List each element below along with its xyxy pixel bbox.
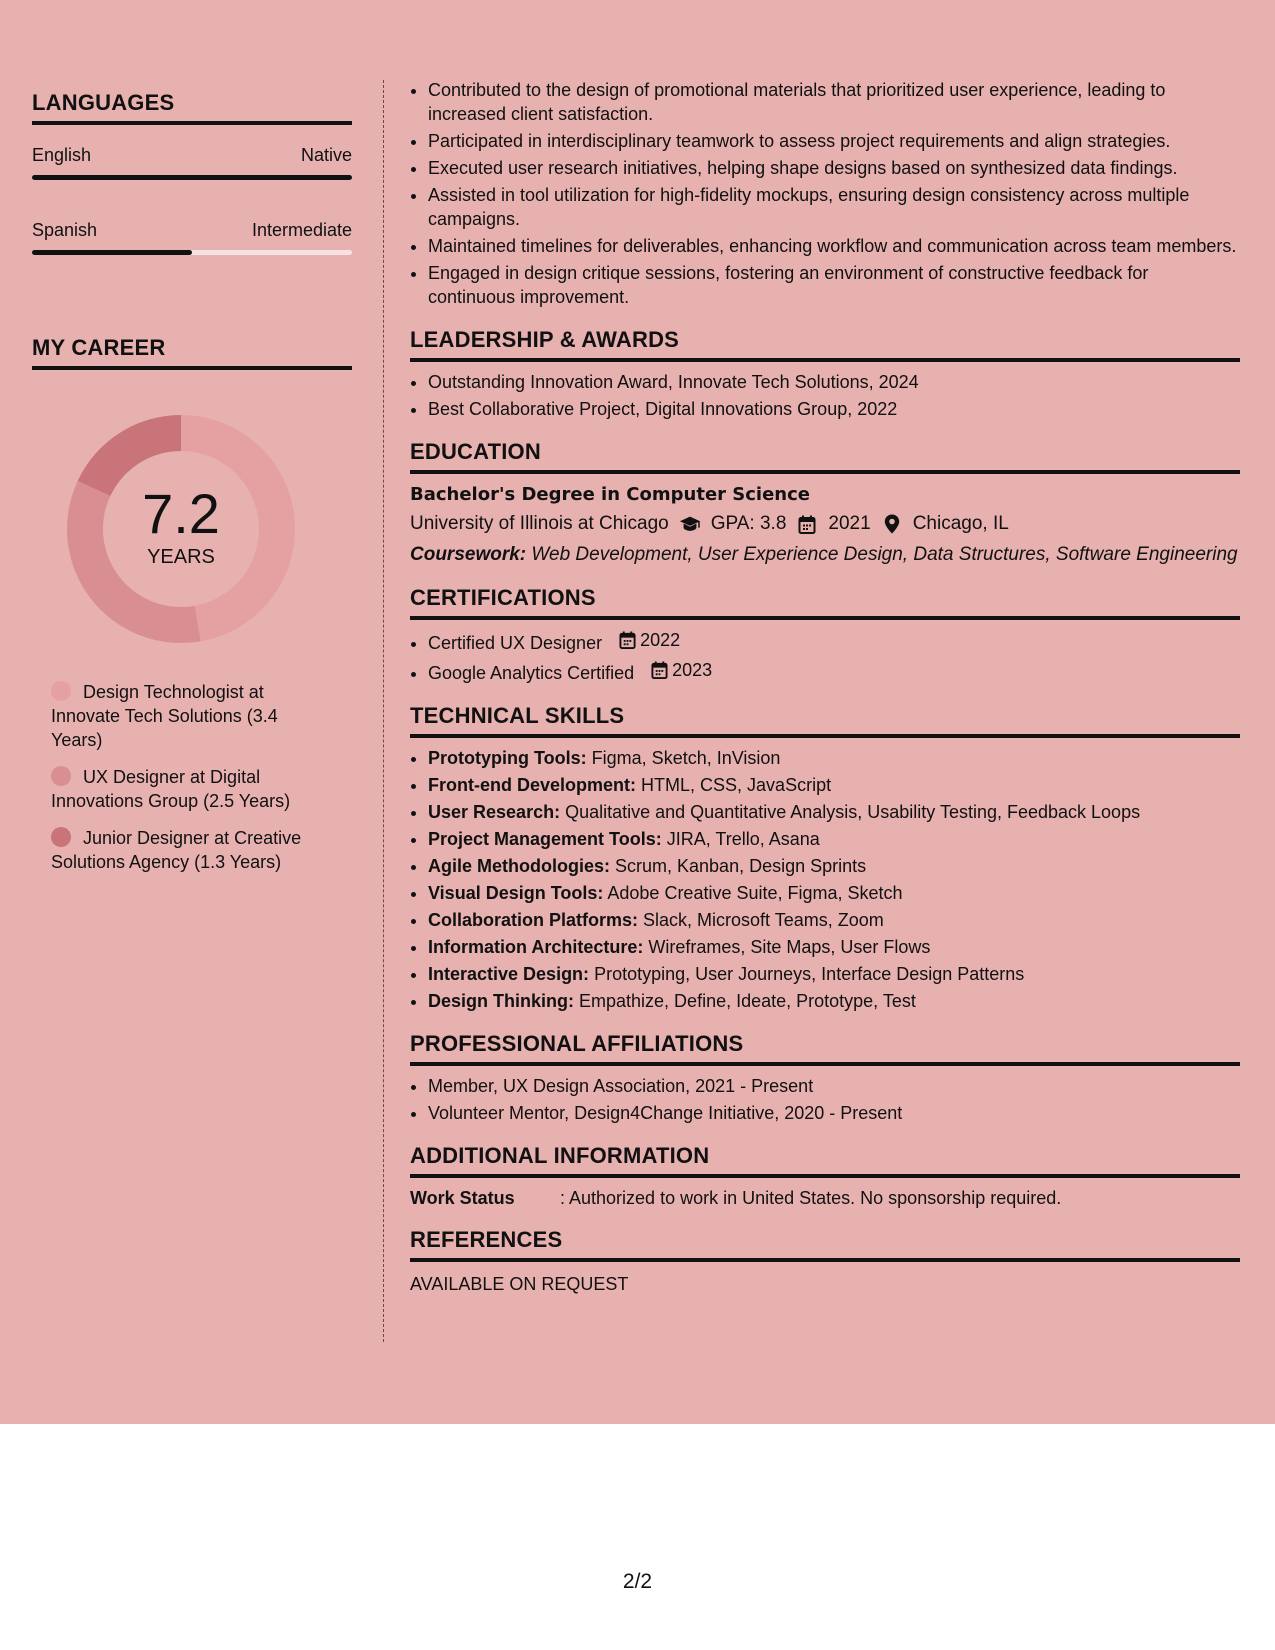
certification-name: Certified UX Designer (428, 633, 603, 653)
language-proficiency-bar (32, 175, 352, 180)
languages-title: LANGUAGES (32, 90, 352, 125)
career-total-unit: YEARS (147, 545, 215, 568)
references-text: AVAILABLE ON REQUEST (410, 1274, 629, 1294)
language-item (32, 145, 352, 180)
language-proficiency-fill (32, 250, 192, 255)
skill-label: Prototyping Tools: (428, 748, 587, 768)
education-degree: Bachelor's Degree in Computer Science (410, 484, 810, 505)
list-item: • Maintained timelines for deliverables, enhancing workflow and communication across team members. (428, 234, 1240, 258)
language-level: Intermediate (251, 220, 352, 240)
skill-item (428, 854, 1240, 878)
career-title: MY CAREER (32, 335, 352, 370)
language-proficiency-fill (32, 175, 352, 180)
list-item: • Best Collaborative Project, Digital Innovations Group, 2022 (428, 397, 1240, 421)
career-role-label: UX Designer at Digital Innovations Group (2.5 Years) (51, 767, 291, 811)
experience-bullets (410, 78, 1240, 309)
affiliations-list (410, 1074, 1240, 1125)
skill-value: JIRA, Trello, Asana (666, 829, 820, 849)
certification-name: Google Analytics Certified (428, 663, 635, 683)
career-donut-chart (66, 414, 296, 644)
career-legend (51, 680, 321, 874)
skill-value: HTML, CSS, JavaScript (641, 775, 832, 795)
education-title: EDUCATION (410, 439, 1240, 474)
page-number: 2/2 (622, 1570, 653, 1593)
list-item: • Executed user research initiatives, helping shape designs based on synthesized data findings. (428, 156, 1240, 180)
certifications-title: CERTIFICATIONS (410, 585, 1240, 620)
list-item: • Engaged in design critique sessions, fostering an environment of constructive feedback for continuous improvement. (428, 261, 1240, 309)
skill-value: Figma, Sketch, InVision (591, 748, 781, 768)
skill-label: Project Management Tools: (428, 829, 662, 849)
certification-year: 2022 (640, 630, 681, 650)
awards-list (410, 370, 1240, 421)
skills-list (410, 746, 1240, 1013)
language-item (32, 220, 352, 255)
education-coursework (410, 543, 1240, 567)
skill-label: Interactive Design: (428, 964, 590, 984)
career-legend-item (51, 826, 321, 874)
list-item: • Contributed to the design of promotional materials that prioritized user experience, leading to increased client satisfaction. (428, 78, 1240, 126)
references-title: REFERENCES (410, 1227, 1240, 1262)
additional-info-title: ADDITIONAL INFORMATION (410, 1143, 1240, 1178)
skills-title: TECHNICAL SKILLS (410, 703, 1240, 738)
work-status-value: : Authorized to work in United States. No sponsorship required. (560, 1188, 1062, 1208)
skill-value: Scrum, Kanban, Design Sprints (615, 856, 867, 876)
skill-value: Qualitative and Quantitative Analysis, Usability Testing, Feedback Loops (565, 802, 1141, 822)
certification-item (428, 658, 1240, 685)
career-role-label: Design Technologist at Innovate Tech Solutions (3.4 Years) (51, 682, 278, 750)
language-proficiency-bar (32, 250, 352, 255)
work-status-row (410, 1188, 1240, 1209)
skill-label: User Research: (428, 802, 561, 822)
affiliations-title: PROFESSIONAL AFFILIATIONS (410, 1031, 1240, 1066)
skill-label: Agile Methodologies: (428, 856, 610, 876)
career-legend-item (51, 765, 321, 813)
skill-value: Prototyping, User Journeys, Interface Design Patterns (594, 964, 1025, 984)
skill-item (428, 881, 1240, 905)
education-school: University of Illinois at Chicago (410, 513, 669, 534)
career-role-label: Junior Designer at Creative Solutions Agency (1.3 Years) (51, 828, 302, 872)
list-item: • Outstanding Innovation Award, Innovate Tech Solutions, 2024 (428, 370, 1240, 394)
list-item: • Assisted in tool utilization for high-fidelity mockups, ensuring design consistency across multiple campaigns. (428, 183, 1240, 231)
skill-item (428, 989, 1240, 1013)
calendar-icon (651, 661, 668, 679)
coursework-label: Coursework: (410, 544, 527, 565)
skill-item (428, 827, 1240, 851)
skill-item (428, 908, 1240, 932)
legend-dot (51, 766, 71, 786)
skill-item (428, 962, 1240, 986)
career-legend-item (51, 680, 321, 752)
skill-item (428, 746, 1240, 770)
skill-item (428, 935, 1240, 959)
skill-label: Information Architecture: (428, 937, 644, 957)
certification-year: 2023 (672, 660, 713, 680)
column-divider (383, 80, 384, 1342)
list-item: • Volunteer Mentor, Design4Change Initiative, 2020 - Present (428, 1101, 1240, 1125)
skill-label: Visual Design Tools: (428, 883, 604, 903)
right-column (410, 78, 1240, 1295)
education-location: Chicago, IL (912, 513, 1009, 534)
awards-title: LEADERSHIP & AWARDS (410, 327, 1240, 362)
language-name: English (32, 145, 92, 165)
skill-label: Front-end Development: (428, 775, 637, 795)
skill-label: Collaboration Platforms: (428, 910, 639, 930)
skill-item (428, 800, 1240, 824)
coursework-value: Web Development, User Experience Design, Data Structures, Software Engineering (531, 544, 1238, 565)
education-meta (410, 513, 1240, 535)
list-item: • Member, UX Design Association, 2021 - Present (428, 1074, 1240, 1098)
skill-item (428, 773, 1240, 797)
language-name: Spanish (32, 220, 98, 240)
skill-value: Wireframes, Site Maps, User Flows (648, 937, 931, 957)
certifications-list (410, 628, 1240, 685)
legend-dot (51, 827, 71, 847)
skill-value: Slack, Microsoft Teams, Zoom (643, 910, 884, 930)
certification-item (428, 628, 1240, 655)
calendar-icon (796, 514, 818, 534)
legend-dot (51, 681, 71, 701)
graduation-cap-icon (679, 514, 701, 534)
work-status-label: Work Status (410, 1188, 515, 1208)
calendar-icon (619, 631, 636, 649)
education-gpa: GPA: 3.8 (710, 513, 787, 534)
skill-label: Design Thinking: (428, 991, 574, 1011)
left-column (32, 90, 352, 887)
language-level: Native (300, 145, 352, 165)
list-item: • Participated in interdisciplinary teamwork to assess project requirements and align strategies. (428, 129, 1240, 153)
skill-value: Empathize, Define, Ideate, Prototype, Test (579, 991, 916, 1011)
location-pin-icon (881, 514, 903, 534)
skill-value: Adobe Creative Suite, Figma, Sketch (607, 883, 903, 903)
career-total-years: 7.2 (142, 481, 220, 545)
education-year: 2021 (828, 513, 871, 534)
